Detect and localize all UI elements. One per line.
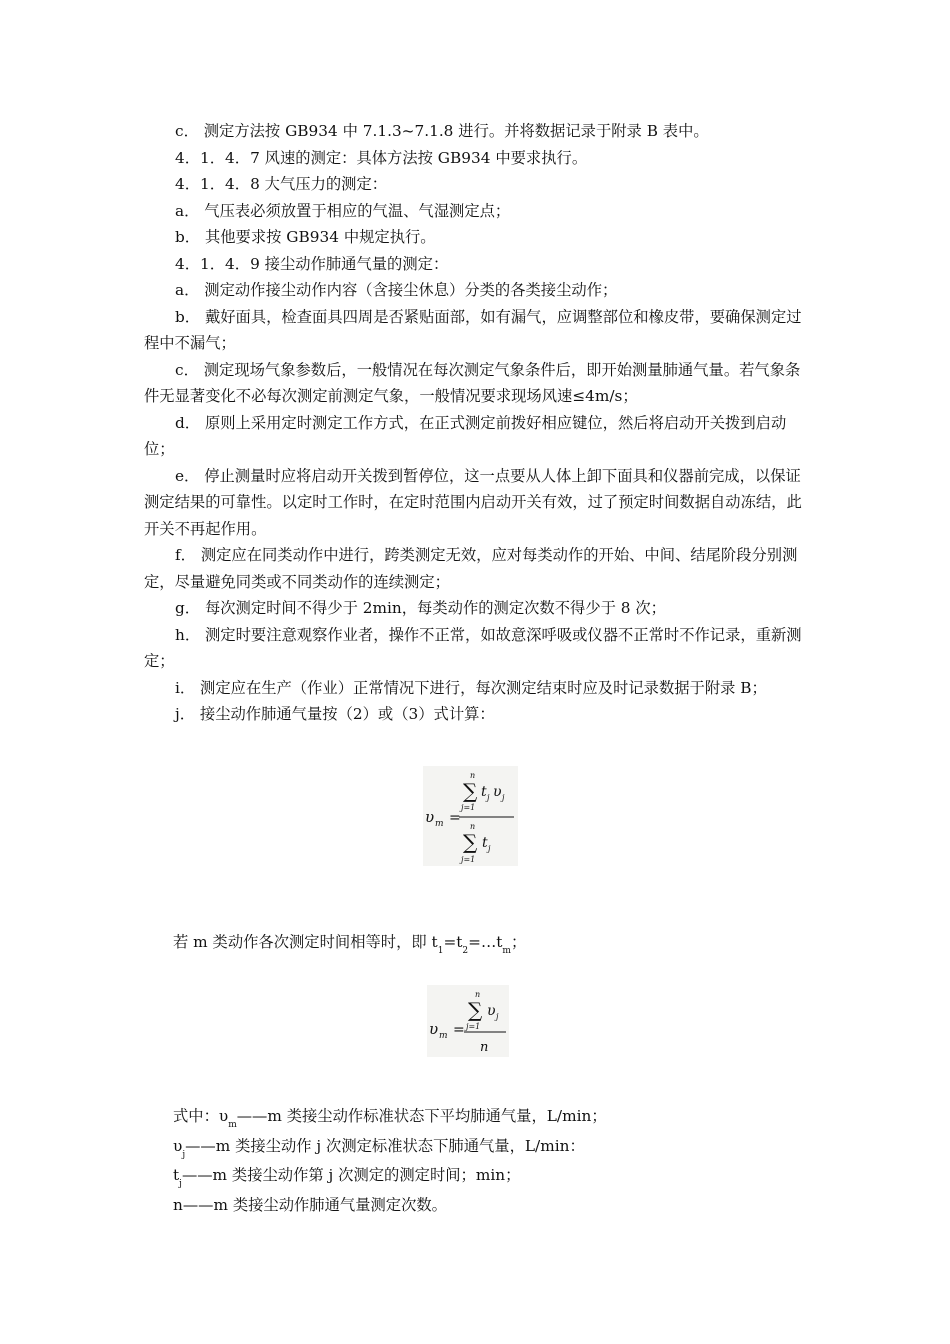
paragraph-c-weather: c． 测定现场气象参数后，一般情况在每次测定气象条件后，即开始测量肺通气量。若气象条件无显著变化不必每次测定前测定气象，一般情况要求现场风速≤4m/s； bbox=[144, 360, 801, 405]
equal-time-note bbox=[173, 930, 793, 956]
def-vj-sub: j bbox=[182, 1149, 186, 1160]
eq2-num-v-sub: j bbox=[502, 793, 505, 802]
def-vm-sub: m bbox=[228, 1120, 237, 1130]
eq3-num-v: υ bbox=[487, 1003, 496, 1019]
def-vm-text: ——m 类接尘动作标准状态下平均肺通气量，L/min； bbox=[236, 1107, 607, 1125]
def-n-text: n——m 类接尘动作肺通气量测定次数。 bbox=[173, 1195, 447, 1214]
note-mid-1: =t bbox=[443, 933, 463, 951]
heading-4-1-4-8: 4．1．4．8 大气压力的测定： bbox=[175, 175, 388, 193]
eq2-den-t: t bbox=[482, 835, 488, 851]
definition-n bbox=[173, 1192, 793, 1219]
eq2-den-lower: j=1 bbox=[461, 855, 476, 864]
paragraph-h-observe: h． 测定时要注意观察作业者，操作不正常，如故意深呼吸或仪器不正常时不作记录，重新测定； bbox=[144, 625, 802, 670]
def-vm-symbol: 式中：υ bbox=[173, 1107, 229, 1125]
paragraph-a-actions: a． 测定动作接尘动作内容（含接尘休息）分类的各类接尘动作； bbox=[175, 281, 618, 299]
eq2-den-t-sub: j bbox=[488, 844, 491, 853]
paragraph-f-same-class: f． 测定应在同类动作中进行，跨类测定无效，应对每类动作的开始、中间、结尾阶段分别测定，尽量避免同类或不同类动作的连续测定； bbox=[144, 546, 798, 591]
paragraph-b-mask: b． 戴好面具，检查面具四周是否紧贴面部，如有漏气，应调整部位和橡皮带，要确保测定过程中不漏气； bbox=[144, 307, 802, 352]
eq3-num-v-sub: j bbox=[496, 1012, 499, 1021]
paragraph-e-stop: e． 停止测量时应将启动开关拨到暂停位，这一点要从人体上卸下面具和仪器前完成，以保证测定结果的可靠性。以定时工作时，在定时范围内启动开关有效，过了预定时间数据自动冻结，此开关不再起作用。 bbox=[144, 466, 802, 538]
paragraph-j-formula: j． 接尘动作肺通气量按（2）或（3）式计算： bbox=[175, 705, 495, 723]
eq2-num-v: υ bbox=[493, 784, 502, 800]
eq3-num-upper: n bbox=[475, 990, 481, 999]
paragraph-a-barometer: a． 气压表必须放置于相应的气温、气湿测定点； bbox=[175, 201, 511, 220]
eq3-equals: = bbox=[453, 1022, 465, 1038]
eq2-lhs: υ bbox=[425, 808, 435, 826]
equation-2 bbox=[423, 766, 518, 866]
heading-4-1-4-9: 4．1．4．9 接尘动作肺通气量的测定： bbox=[175, 254, 449, 273]
note-suffix: ； bbox=[510, 933, 527, 951]
eq2-equals: = bbox=[449, 810, 461, 826]
eq2-num-sum: ∑ bbox=[463, 779, 478, 803]
note-mid-2: =…t bbox=[468, 933, 503, 951]
def-tj-symbol: t bbox=[173, 1166, 180, 1185]
eq2-num-t-sub: j bbox=[487, 793, 490, 802]
heading-4-1-4-7: 4．1．4．7 风速的测定：具体方法按 GB934 中要求执行。 bbox=[175, 148, 588, 167]
paragraph-d-timer: d． 原则上采用定时测定工作方式，在正式测定前拨好相应键位，然后将启动开关拨到启动位； bbox=[144, 413, 787, 458]
paragraph-b-other: b． 其他要求按 GB934 中规定执行。 bbox=[175, 228, 436, 246]
eq2-lhs-sub: m bbox=[435, 819, 444, 829]
paragraph-g-duration: g． 每次测定时间不得少于 2min，每类动作的测定次数不得少于 8 次； bbox=[175, 599, 666, 617]
eq2-num-t: t bbox=[481, 784, 487, 800]
note-sub-2: 2 bbox=[462, 946, 469, 956]
definition-tj bbox=[173, 1162, 793, 1192]
def-tj-text: ——m 类接尘动作第 j 次测定的测定时间；min； bbox=[181, 1166, 521, 1185]
eq2-den-upper: n bbox=[470, 822, 476, 831]
eq3-num-sum: ∑ bbox=[468, 998, 483, 1022]
eq2-num-lower: j=1 bbox=[461, 803, 476, 812]
body-text bbox=[144, 118, 808, 728]
eq2-num-upper: n bbox=[470, 771, 476, 780]
def-vj-symbol: υ bbox=[173, 1136, 183, 1155]
definition-vm bbox=[173, 1103, 793, 1133]
def-tj-sub: j bbox=[179, 1179, 182, 1190]
definition-vj bbox=[173, 1133, 793, 1163]
eq2-den-sum: ∑ bbox=[463, 830, 478, 854]
def-vj-text: ——m 类接尘动作 j 次测定标准状态下肺通气量，L/min： bbox=[185, 1136, 585, 1155]
eq3-lhs-sub: m bbox=[439, 1031, 448, 1041]
paragraph-c-method: c． 测定方法按 GB934 中 7.1.3~7.1.8 进行。并将数据记录于附录 B 表中。 bbox=[175, 122, 709, 140]
note-sub-1: 1 bbox=[437, 946, 444, 956]
note-sub-m: m bbox=[502, 946, 511, 956]
note-prefix: 若 m 类动作各次测定时间相等时，即 t bbox=[173, 933, 438, 951]
paragraph-i-normal: i． 测定应在生产（作业）正常情况下进行，每次测定结束时应及时记录数据于附录 B； bbox=[175, 678, 767, 697]
eq3-den: n bbox=[480, 1040, 489, 1055]
equation-3 bbox=[427, 985, 509, 1057]
eq3-lhs: υ bbox=[429, 1020, 439, 1038]
symbol-definitions bbox=[173, 1103, 793, 1218]
eq3-num-lower: j=1 bbox=[466, 1022, 481, 1031]
